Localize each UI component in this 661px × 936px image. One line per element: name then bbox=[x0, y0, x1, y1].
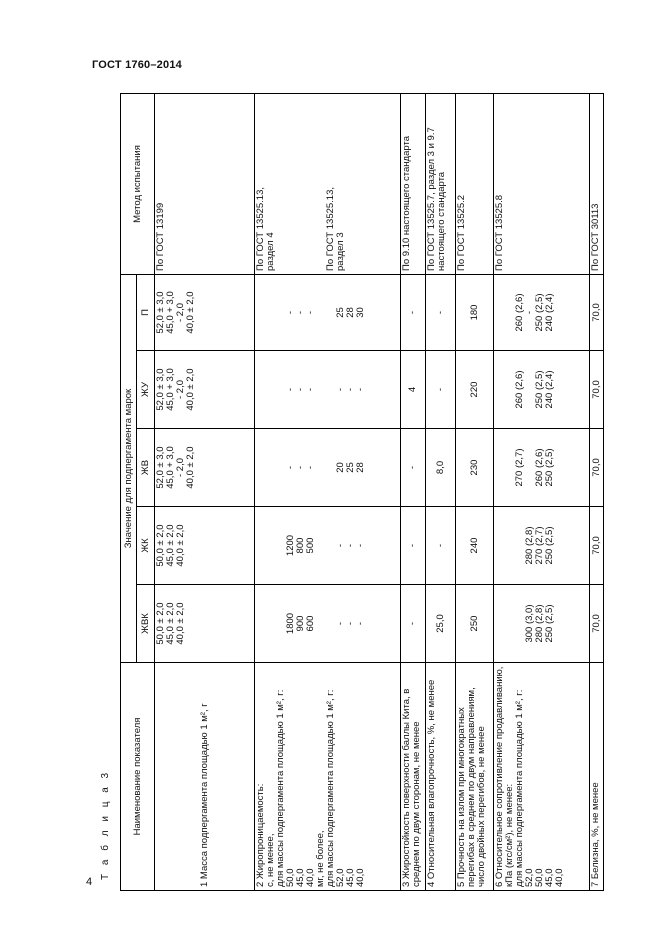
value-cell: 52,0 ± 3,0 45,0 + 3,0 - 2,0 40,0 ± 2,0 bbox=[155, 429, 255, 507]
value-cell: 240 bbox=[456, 507, 494, 585]
table-row bbox=[155, 93, 255, 890]
method-cell: По ГОСТ 13525.7, раздел 3 и 9.7 настоящего стандарта bbox=[426, 93, 456, 274]
value-cell: - bbox=[401, 507, 426, 585]
indicator-cell: 2 Жиропроницаемость: с, не менее, для массы подпергамента площадью 1 м², г: 50,0 45,0 40,0 мг, не более, для массы подпергамента площадью 1 м², г: 52,0 45,0 40,0 bbox=[255, 663, 401, 891]
value-cell: - - - - - - bbox=[255, 351, 401, 429]
value-cell: 220 bbox=[456, 351, 494, 429]
value-cell: - - - 20 25 28 bbox=[255, 429, 401, 507]
specs-table bbox=[120, 93, 604, 891]
value-cell: 280 (2,8) 270 (2,7) 250 (2,5) bbox=[494, 507, 590, 585]
method-cell: По ГОСТ 13525.2 bbox=[456, 93, 494, 274]
table-row bbox=[255, 93, 401, 890]
col-header-indicator: Наименование показателя bbox=[121, 663, 155, 891]
page-number: 4 bbox=[86, 876, 93, 888]
method-cell: По ГОСТ 13525.8 bbox=[494, 93, 590, 274]
value-cell: 260 (2,6) 250 (2,5) 240 (2,4) bbox=[494, 351, 590, 429]
method-cell: По ГОСТ 30113 bbox=[590, 93, 604, 274]
value-cell: 1800 900 600 - - - bbox=[255, 585, 401, 663]
indicator-cell: 7 Белизна, %, не менее bbox=[590, 663, 604, 891]
value-cell: 25,0 bbox=[426, 585, 456, 663]
col-header-values: Значение для подпергамента марок bbox=[121, 274, 137, 662]
value-cell: - - - 25 28 30 bbox=[255, 274, 401, 350]
value-cell: 8,0 bbox=[426, 429, 456, 507]
col-header-grade: ЖВК bbox=[137, 585, 155, 663]
value-cell: 70,0 bbox=[590, 585, 604, 663]
value-cell: 180 bbox=[456, 274, 494, 350]
value-cell: 260 (2,6) - 250 (2,5) 240 (2,4) bbox=[494, 274, 590, 350]
method-cell: По ГОСТ 13199 bbox=[155, 93, 255, 274]
table-body bbox=[155, 93, 604, 890]
value-cell: 270 (2,7) 260 (2,6) 250 (2,5) bbox=[494, 429, 590, 507]
table-row bbox=[590, 93, 604, 890]
method-cell: По 9.10 настоящего стандарта bbox=[401, 93, 426, 274]
value-cell: 300 (3,0) 280 (2,8) 250 (2,5) bbox=[494, 585, 590, 663]
value-cell: - bbox=[426, 507, 456, 585]
method-cell: По ГОСТ 13525.13, раздел 4 По ГОСТ 13525.13, раздел 3 bbox=[255, 93, 401, 274]
value-cell: 70,0 bbox=[590, 274, 604, 350]
value-cell: - bbox=[426, 351, 456, 429]
value-cell: 70,0 bbox=[590, 507, 604, 585]
value-cell: 70,0 bbox=[590, 429, 604, 507]
value-cell: 1200 800 500 - - - bbox=[255, 507, 401, 585]
value-cell: 230 bbox=[456, 429, 494, 507]
value-cell: 70,0 bbox=[590, 351, 604, 429]
indicator-cell: 4 Относительная влагопрочность, %, не менее bbox=[426, 663, 456, 891]
value-cell: 52,0 ± 3,0 45,0 + 3,0 - 2,0 40,0 ± 2,0 bbox=[155, 274, 255, 350]
header-row-1 bbox=[121, 93, 137, 890]
table-caption: Т а б л и ц а 3 bbox=[100, 769, 111, 880]
value-cell: - bbox=[401, 429, 426, 507]
value-cell: 52,0 ± 3,0 45,0 + 3,0 - 2,0 40,0 ± 2,0 bbox=[155, 351, 255, 429]
value-cell: - bbox=[401, 274, 426, 350]
col-header-grade: ЖК bbox=[137, 507, 155, 585]
table-row bbox=[494, 93, 590, 890]
value-cell: 50,0 ± 2,0 45,0 ± 2,0 40,0 ± 2,0 bbox=[155, 507, 255, 585]
table-row bbox=[401, 93, 426, 890]
indicator-cell: 3 Жиростойкость поверхности баллы Кита, в среднем по двум сторонам, не менее bbox=[401, 663, 426, 891]
indicator-cell: 1 Масса подпергамента площадью 1 м², г bbox=[155, 663, 255, 891]
indicator-cell: 6 Относительное сопротивление продавливанию, кПа (кгс/см²), не менее: для массы подпергамента площадью 1 м², г: 52,0 50,0 45,0 40,0 bbox=[494, 663, 590, 891]
rotated-table-wrapper bbox=[120, 94, 602, 891]
value-cell: 50,0 ± 2,0 45,0 ± 2,0 40,0 ± 2,0 bbox=[155, 585, 255, 663]
value-cell: - bbox=[401, 585, 426, 663]
value-cell: 4 bbox=[401, 351, 426, 429]
col-header-grade: П bbox=[137, 274, 155, 350]
value-cell: - bbox=[426, 274, 456, 350]
indicator-cell: 5 Прочность на излом при многократных перегибах в среднем по двум направлениям, число двойных перегибов, не менее bbox=[456, 663, 494, 891]
table-row bbox=[426, 93, 456, 890]
col-header-grade: ЖУ bbox=[137, 351, 155, 429]
table-row bbox=[456, 93, 494, 890]
document-header: ГОСТ 1760–2014 bbox=[92, 59, 182, 71]
col-header-grade: ЖВ bbox=[137, 429, 155, 507]
value-cell: 250 bbox=[456, 585, 494, 663]
col-header-method: Метод испытания bbox=[121, 93, 155, 274]
